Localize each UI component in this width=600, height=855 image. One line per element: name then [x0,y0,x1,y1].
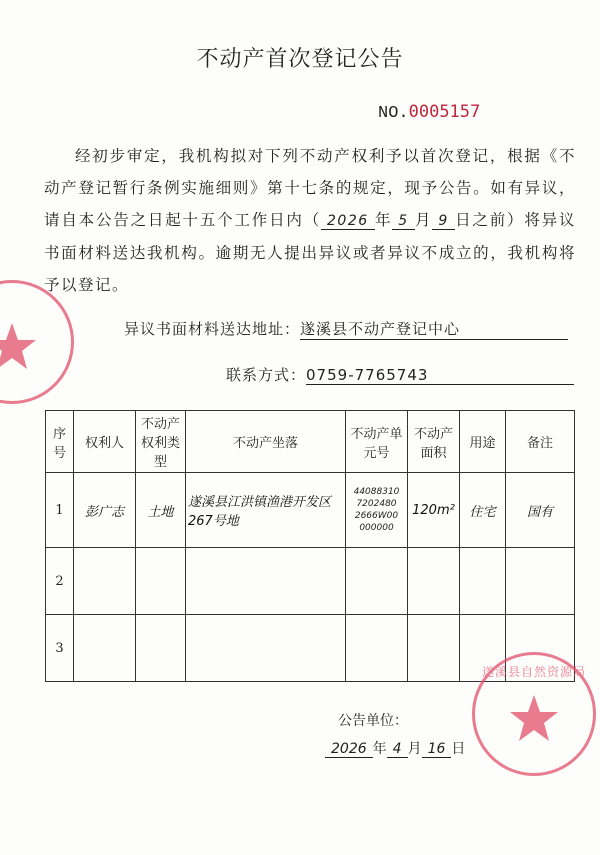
unit-line: 44088310 [353,487,400,497]
issue-month: 4 [387,741,408,758]
month-char: 月 [407,741,422,757]
star-icon [509,693,559,743]
contact-label: 联系方式： [226,366,307,384]
seal-text: 遂溪县自然资源局 [481,665,586,679]
address-line [124,318,568,340]
unit-line: 7202480 [356,499,397,509]
row-no: 2 [46,548,74,615]
property-table [45,410,575,682]
deadline-day: 9 [432,213,454,230]
right-type: 土地 [136,473,186,548]
table-row [46,473,575,548]
note: 国有 [506,473,575,548]
contact-value: 0759-7765743 [306,366,574,385]
header-note: 备注 [506,411,575,473]
owner: 彭广志 [74,473,136,548]
unit-line: 2666W00 [354,511,399,521]
row-no: 3 [46,615,74,682]
address-value: 遂溪县不动产登记中心 [300,318,568,340]
notice-number [378,102,480,123]
unit-line: 000000 [359,523,394,533]
deadline-year: 2026 [321,213,375,230]
address-label: 异议书面材料送达地址： [124,320,301,338]
unit-number [346,473,408,548]
table-row [46,548,575,615]
issue-year: 2026 [325,741,373,758]
header-type: 不动产权利类型 [136,411,186,473]
header-unit: 不动产单元号 [346,411,408,473]
notice-body [44,140,576,301]
official-seal-bottom [472,652,596,776]
month-char: 月 [414,211,433,229]
no-value: 0005157 [408,102,481,122]
body-text-1: 经初步审定，我机构拟对下列不动产权利予以首次登记，根据《不动产登记暂行条例实施细则》第十七条的规定，现予公告。如有异议，请自本公告之日起十五个工作日内（ [44,147,576,229]
year-char: 年 [372,741,387,757]
header-owner: 权利人 [74,411,136,473]
header-area: 不动产面积 [408,411,460,473]
area: 120m² [408,473,460,548]
issue-date [325,738,465,758]
row-no: 1 [46,473,74,548]
body-text-2: 日之前）将异议书面材料送达我机构。逾期无人提出异议或者异议不成立的，我机构将予以登记。 [44,211,576,294]
issuer-label: 公告单位： [338,713,408,729]
issue-day: 16 [422,741,452,758]
location: 遂溪县江洪镇渔港开发区267号地 [186,473,346,548]
year-char: 年 [374,211,393,229]
contact-line [226,364,574,385]
day-char: 日 [451,741,466,757]
no-label: NO. [378,104,409,123]
use: 住宅 [460,473,506,548]
header-use: 用途 [460,411,506,473]
page-title: 不动产首次登记公告 [196,47,404,72]
header-no: 序号 [46,411,74,473]
deadline-month: 5 [392,213,414,230]
star-icon [0,321,37,371]
header-location: 不动产坐落 [186,411,346,473]
